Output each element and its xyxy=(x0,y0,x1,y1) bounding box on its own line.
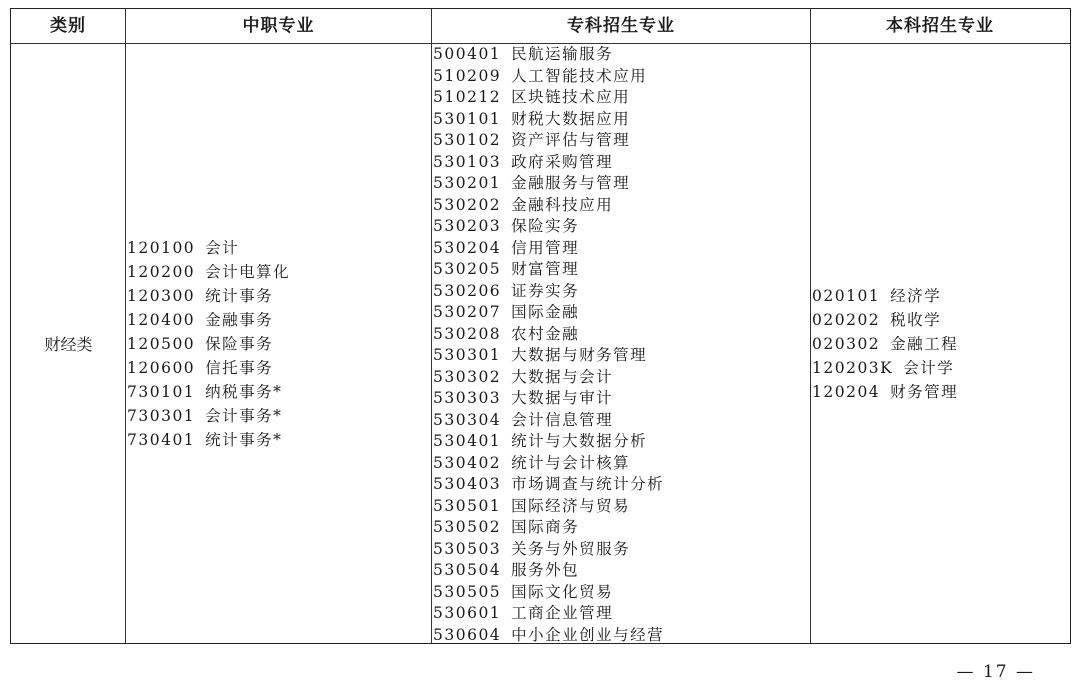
column-divider xyxy=(431,9,432,643)
junior-college-major-row xyxy=(433,152,809,174)
junior-college-major-row xyxy=(433,173,809,195)
junior-college-major-row xyxy=(433,496,809,518)
major-name: 市场调查与统计分析 xyxy=(511,475,665,493)
majors-table xyxy=(10,8,1071,644)
junior-college-major-row xyxy=(433,324,809,346)
header-category: 类别 xyxy=(50,16,86,36)
major-name: 证券实务 xyxy=(511,281,580,300)
major-name: 金融服务与管理 xyxy=(511,174,631,192)
junior-college-major-row xyxy=(433,625,809,647)
major-name: 财务管理 xyxy=(890,382,959,401)
major-code: 530103 xyxy=(433,152,502,171)
junior-college-major-row xyxy=(433,410,809,432)
major-name: 会计电算化 xyxy=(205,262,291,281)
junior-college-major-row xyxy=(433,431,809,453)
secondary-major-row xyxy=(127,308,429,332)
major-name: 国际金融 xyxy=(511,303,580,321)
major-code: 120200 xyxy=(127,262,196,281)
junior-college-major-row xyxy=(433,66,809,88)
junior-college-major-row xyxy=(433,517,809,539)
major-code: 530502 xyxy=(433,518,502,536)
major-code: 120600 xyxy=(127,358,196,377)
major-code: 530203 xyxy=(433,217,502,235)
major-name: 纳税事务* xyxy=(205,382,283,401)
major-code: 530202 xyxy=(433,195,502,214)
major-name: 金融科技应用 xyxy=(511,195,614,214)
major-name: 大数据与审计 xyxy=(511,389,614,407)
major-code: 120204 xyxy=(812,382,881,401)
junior-college-major-row xyxy=(433,388,809,410)
undergraduate-major-row xyxy=(812,332,1068,356)
undergraduate-major-row xyxy=(812,380,1068,404)
header-junior-college: 专科招生专业 xyxy=(567,16,675,36)
major-name: 关务与外贸服务 xyxy=(511,539,631,558)
major-name: 金融事务 xyxy=(205,310,274,329)
junior-college-major-row xyxy=(433,367,809,389)
major-code: 730301 xyxy=(127,406,196,425)
major-code: 530503 xyxy=(433,539,502,558)
major-code: 530102 xyxy=(433,131,502,149)
major-code: 530301 xyxy=(433,346,502,364)
major-name: 会计 xyxy=(205,238,240,257)
junior-college-major-row xyxy=(433,474,809,496)
major-code: 530208 xyxy=(433,324,502,343)
major-code: 120500 xyxy=(127,334,196,353)
undergraduate-major-row xyxy=(812,308,1068,332)
major-code: 530204 xyxy=(433,238,502,257)
junior-college-major-row xyxy=(433,130,809,152)
major-name: 统计与大数据分析 xyxy=(511,432,648,450)
major-name: 政府采购管理 xyxy=(511,152,614,171)
undergraduate-major-row xyxy=(812,284,1068,308)
major-code: 530401 xyxy=(433,432,502,450)
major-code: 530403 xyxy=(433,475,502,493)
major-name: 国际商务 xyxy=(511,518,580,536)
junior-college-major-row xyxy=(433,453,809,475)
major-code: 020101 xyxy=(812,286,881,305)
major-name: 统计事务* xyxy=(205,430,283,449)
major-code: 530206 xyxy=(433,281,502,300)
major-name: 财税大数据应用 xyxy=(511,109,631,128)
major-code: 530601 xyxy=(433,604,502,622)
major-code: 530201 xyxy=(433,174,502,192)
major-code: 530604 xyxy=(433,625,502,644)
junior-college-major-row xyxy=(433,109,809,131)
major-code: 530303 xyxy=(433,389,502,407)
junior-college-major-row xyxy=(433,302,809,324)
major-code: 530302 xyxy=(433,367,502,386)
page-number: — 17 — xyxy=(956,662,1035,682)
major-name: 资产评估与管理 xyxy=(511,131,631,149)
major-name: 信托事务 xyxy=(205,358,274,377)
major-name: 保险事务 xyxy=(205,334,274,353)
major-name: 区块链技术应用 xyxy=(511,88,631,106)
major-name: 会计学 xyxy=(903,358,955,377)
major-name: 大数据与会计 xyxy=(511,367,614,386)
junior-college-major-row xyxy=(433,603,809,625)
junior-college-major-row xyxy=(433,582,809,604)
undergraduate-major-row xyxy=(812,356,1068,380)
major-name: 中小企业创业与经营 xyxy=(511,625,665,644)
major-name: 国际经济与贸易 xyxy=(511,496,631,515)
secondary-major-row xyxy=(127,380,429,404)
major-name: 保险实务 xyxy=(511,217,580,235)
major-code: 530207 xyxy=(433,303,502,321)
junior-college-major-row xyxy=(433,345,809,367)
secondary-major-row xyxy=(127,428,429,452)
major-code: 530304 xyxy=(433,410,502,429)
major-name: 人工智能技术应用 xyxy=(511,66,648,85)
major-name: 农村金融 xyxy=(511,324,580,343)
major-name: 工商企业管理 xyxy=(511,604,614,622)
major-code: 530205 xyxy=(433,260,502,278)
major-code: 510212 xyxy=(433,88,502,106)
major-name: 财富管理 xyxy=(511,260,580,278)
secondary-major-row xyxy=(127,236,429,260)
undergraduate-majors-list xyxy=(812,44,1068,643)
major-code: 020202 xyxy=(812,310,881,329)
secondary-major-row xyxy=(127,404,429,428)
junior-college-major-row xyxy=(433,216,809,238)
junior-college-major-row xyxy=(433,195,809,217)
major-name: 统计与会计核算 xyxy=(511,453,631,472)
major-name: 会计信息管理 xyxy=(511,410,614,429)
secondary-major-row xyxy=(127,260,429,284)
major-code: 730401 xyxy=(127,430,196,449)
major-name: 统计事务 xyxy=(205,286,274,305)
major-code: 730101 xyxy=(127,382,196,401)
secondary-major-row xyxy=(127,284,429,308)
major-name: 会计事务* xyxy=(205,406,283,425)
major-code: 530501 xyxy=(433,496,502,515)
major-name: 国际文化贸易 xyxy=(511,582,614,601)
major-code: 120300 xyxy=(127,286,196,305)
secondary-majors-list xyxy=(127,44,429,643)
major-name: 经济学 xyxy=(890,286,942,305)
major-name: 金融工程 xyxy=(890,334,959,353)
column-divider xyxy=(810,9,811,643)
major-name: 信用管理 xyxy=(511,238,580,257)
major-name: 服务外包 xyxy=(511,561,580,579)
category-label: 财经类 xyxy=(44,335,93,354)
junior-college-major-row xyxy=(433,259,809,281)
junior-college-majors-list xyxy=(433,44,809,643)
major-code: 530504 xyxy=(433,561,502,579)
major-code: 510209 xyxy=(433,66,502,85)
major-code: 120100 xyxy=(127,238,196,257)
secondary-major-row xyxy=(127,332,429,356)
major-name: 大数据与财务管理 xyxy=(511,346,648,364)
junior-college-major-row xyxy=(433,238,809,260)
major-code: 530505 xyxy=(433,582,502,601)
major-code: 530101 xyxy=(433,109,502,128)
category-cell xyxy=(11,44,126,643)
major-code: 020302 xyxy=(812,334,881,353)
major-code: 500401 xyxy=(433,45,502,63)
major-name: 民航运输服务 xyxy=(511,45,614,63)
major-code: 120203K xyxy=(812,358,894,377)
junior-college-major-row xyxy=(433,281,809,303)
junior-college-major-row xyxy=(433,539,809,561)
junior-college-major-row xyxy=(433,44,809,66)
junior-college-major-row xyxy=(433,87,809,109)
major-code: 530402 xyxy=(433,453,502,472)
major-code: 120400 xyxy=(127,310,196,329)
secondary-major-row xyxy=(127,356,429,380)
header-undergraduate: 本科招生专业 xyxy=(886,16,994,36)
junior-college-major-row xyxy=(433,560,809,582)
major-name: 税收学 xyxy=(890,310,942,329)
header-secondary: 中职专业 xyxy=(242,16,315,36)
